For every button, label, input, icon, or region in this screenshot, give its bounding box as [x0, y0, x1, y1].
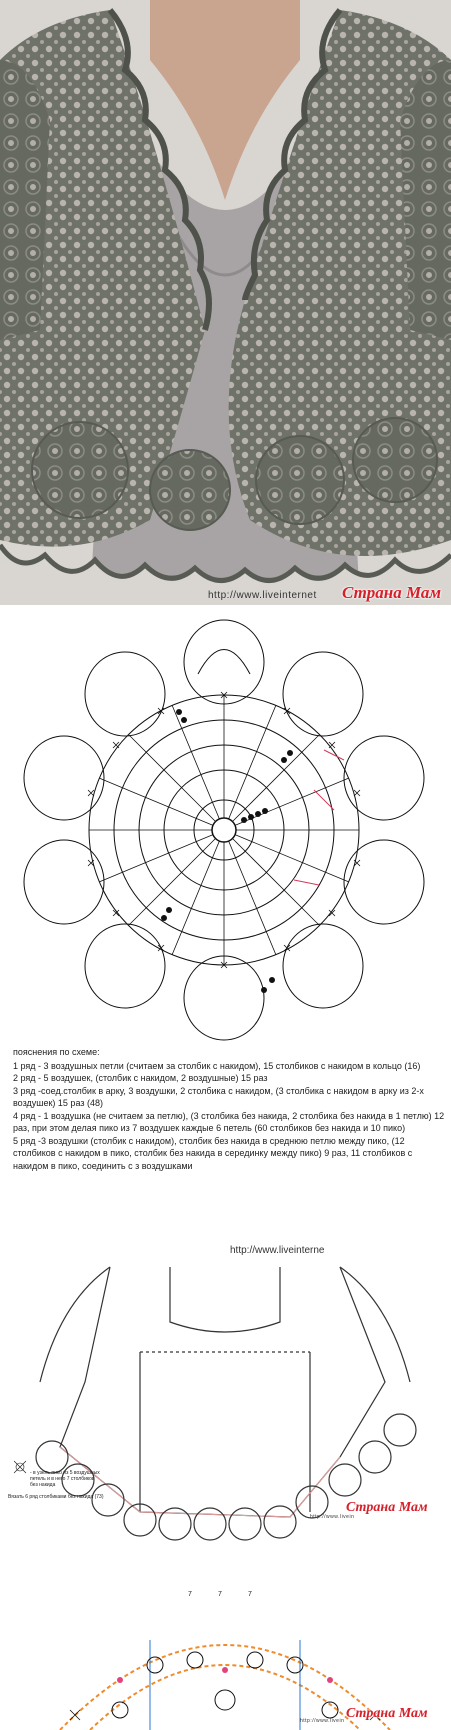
motif-petals — [24, 620, 424, 1040]
row-1-instruction: 1 ряд - 3 воздушных петли (считаем за столбик с накидом), 15 столбиков с накидом в кольцо (16) — [13, 1060, 421, 1071]
garment-photo — [0, 0, 451, 605]
watermark-url-edging[interactable]: http://www.livein — [300, 1718, 345, 1724]
watermark-url[interactable]: http://www.liveinternet — [208, 590, 317, 601]
chart-explanation — [13, 1046, 445, 1172]
row-4-instruction: 4 ряд - 1 воздушка (не считаем за петлю), (3 столбика без накида, 2 столбика без накида в 1 петлю) 12 раз, при этом делая пико из 7 воздушек каждые 6 петель (60 столбиков без накида и 10 пико) — [13, 1110, 445, 1133]
assembly-schematic-diagram — [0, 1262, 451, 1562]
motif-chart — [0, 607, 451, 1067]
edging-chart — [0, 1580, 451, 1730]
legend-note: - в узель пико из 5 воздушных петель и в него 7 столбиков без накида — [30, 1470, 100, 1488]
row-3-instruction: 3 ряд -соед.столбик в арку, 3 воздушки, 2 столбика с накидом, (3 столбика с накидом в арку из 2-х воздушек) 15 раз (48) — [13, 1085, 424, 1108]
row-2-instruction: 2 ряд - 5 воздушек, (столбик с накидом, 2 воздушные) 15 раз — [13, 1073, 268, 1083]
assembly-schematic — [0, 1262, 451, 1562]
count-mark-3: 7 — [248, 1591, 252, 1598]
count-mark-2: 7 — [218, 1591, 222, 1598]
watermark-url-chart[interactable]: http://www.liveinterne — [230, 1245, 325, 1256]
motif-chart-diagram — [0, 607, 451, 1067]
row-5-instruction: 5 ряд -3 воздушки (столбик с накидом), столбик без накида в среднюю петлю между пико, (12 столбиков с накидом в пико, столбик без накида в серединку между пико) 9 раз, 11 столбиков с накидом в пико, соединить с з воздушками — [13, 1135, 413, 1171]
site-logo: Страна Мам — [342, 583, 442, 602]
explanation-title: пояснения по схеме: — [13, 1047, 100, 1057]
site-logo-edging: Страна Мам — [346, 1706, 428, 1721]
site-logo-schematic: Страна Мам — [346, 1500, 428, 1515]
watermark-url-schematic[interactable]: http://www.livein — [310, 1514, 355, 1520]
row-6-note: Вязать 6 ряд столбиками без накида (73) — [8, 1494, 104, 1500]
garment-photo-image — [0, 0, 451, 605]
count-mark-1: 7 — [188, 1591, 192, 1598]
